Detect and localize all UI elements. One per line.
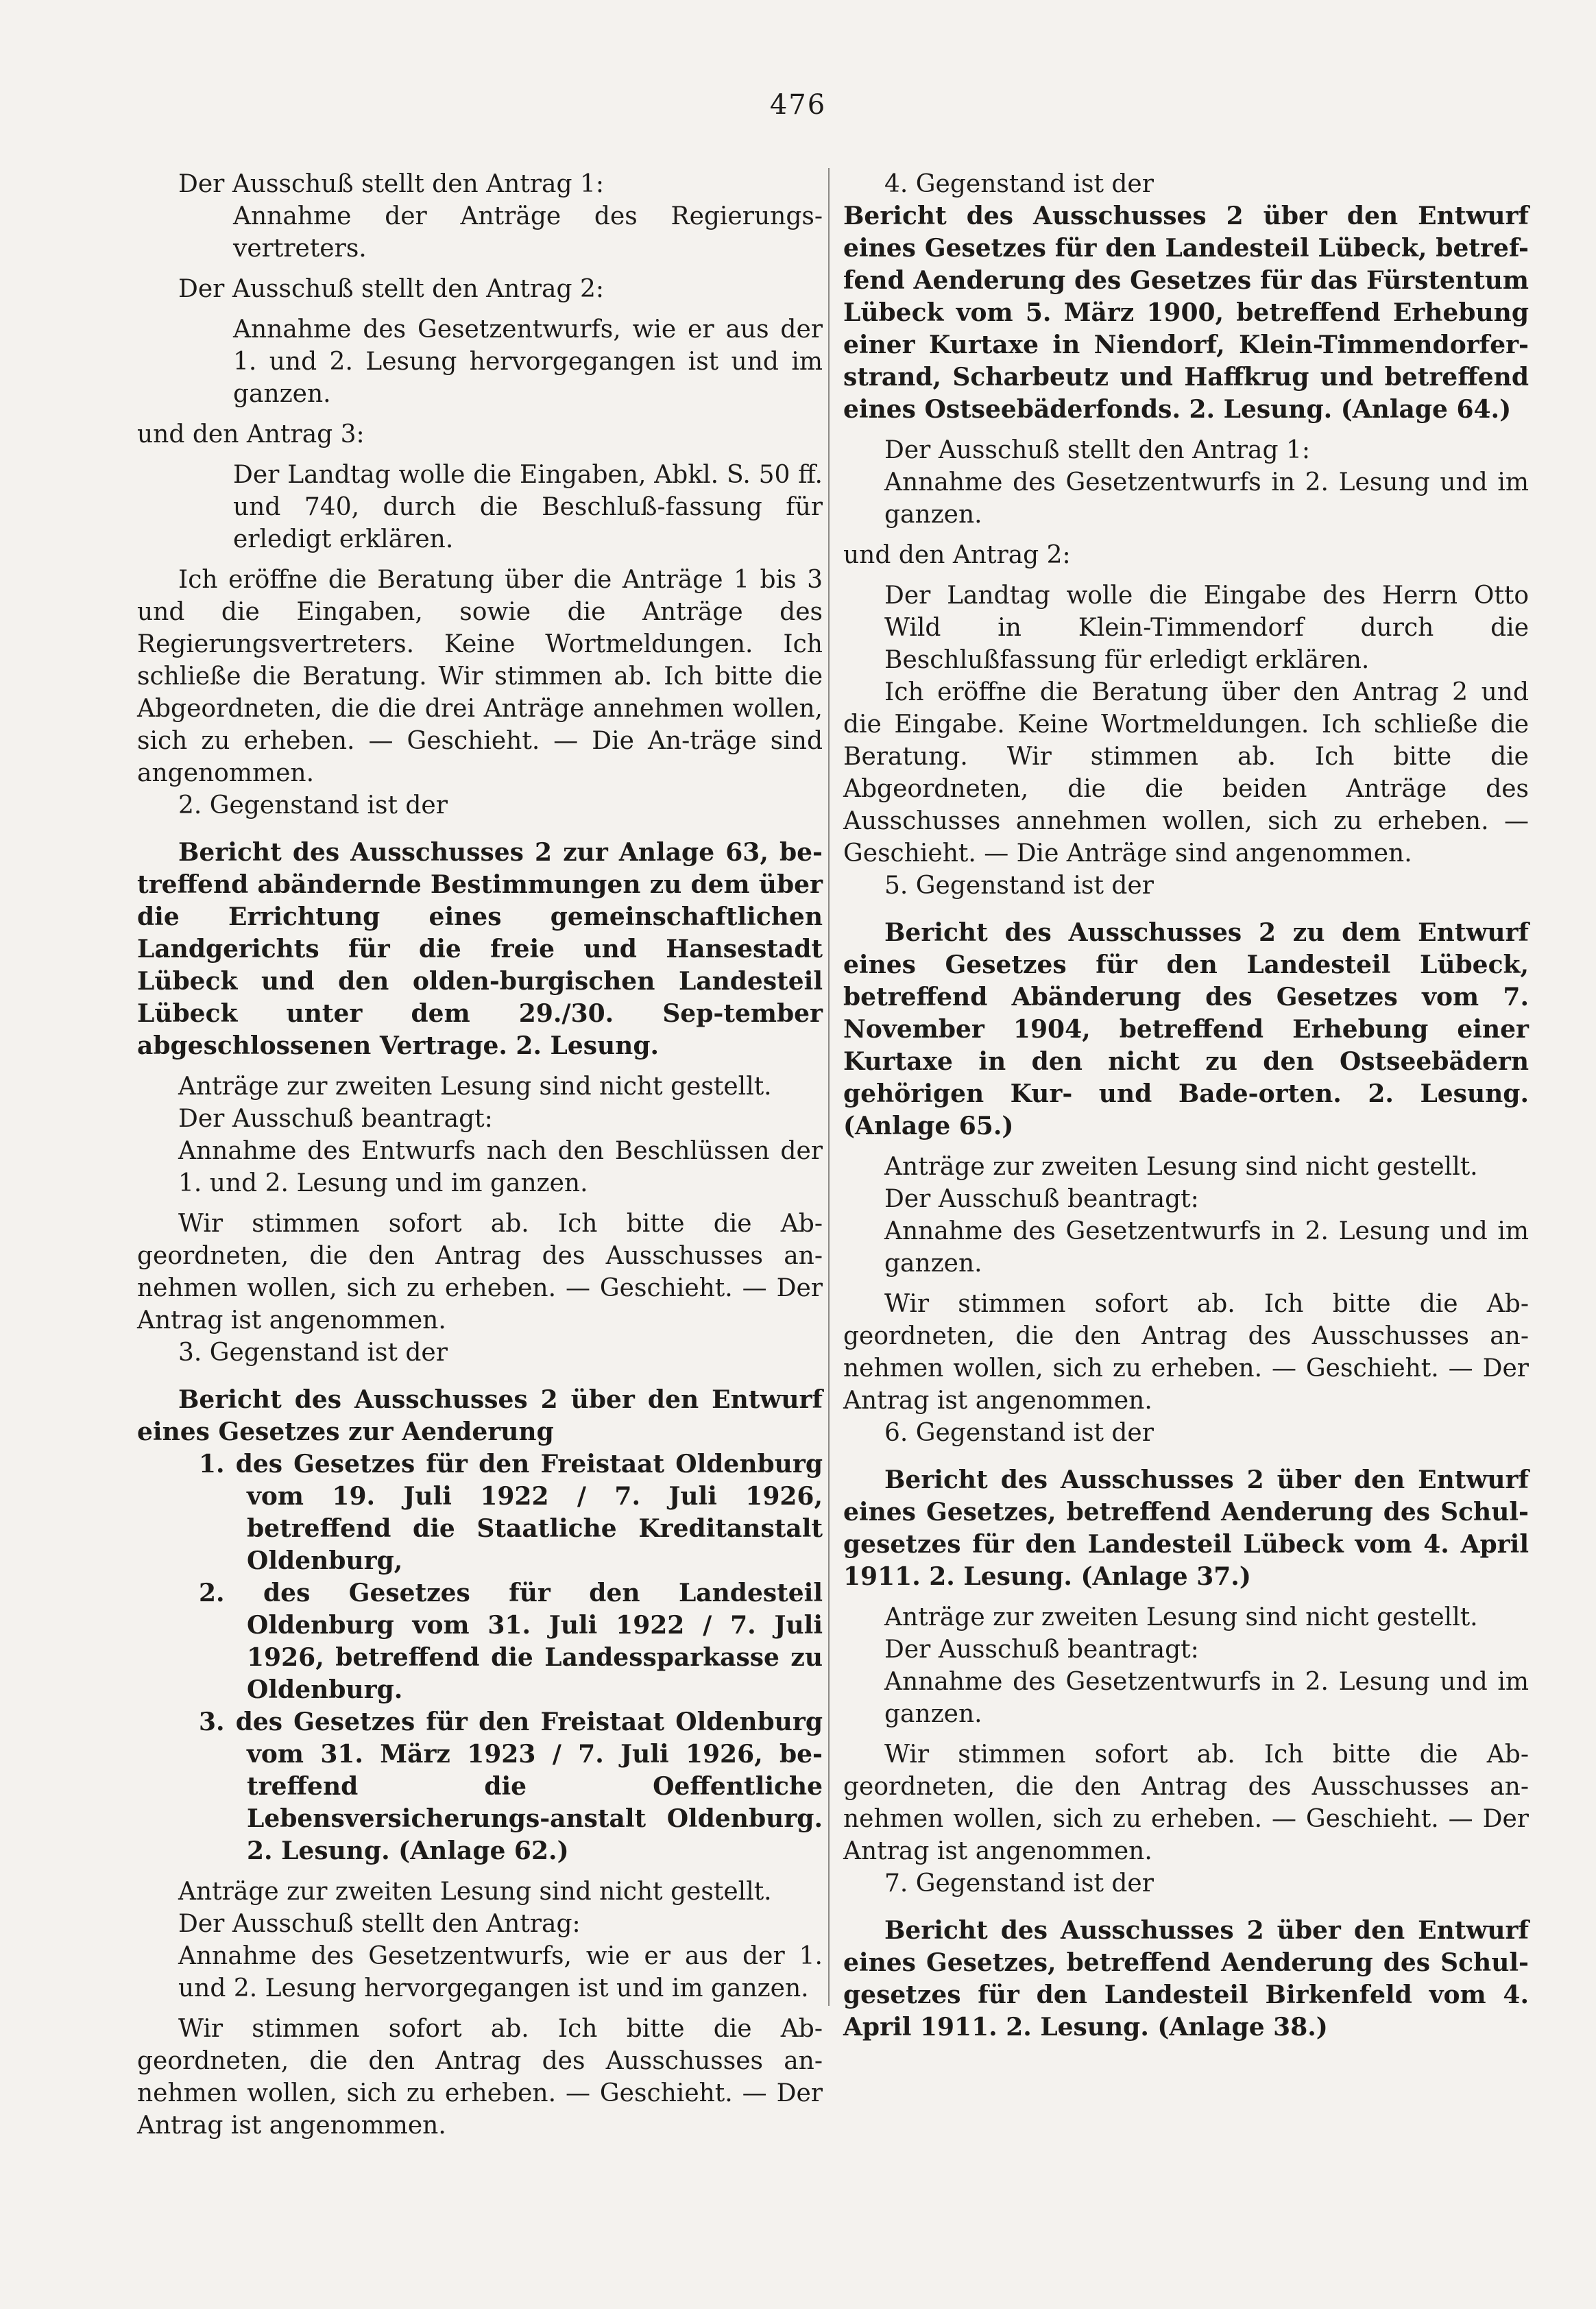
left-paragraph: Der Ausschuß stellt den Antrag 1: (178, 170, 604, 198)
left-paragraph: Anträge zur zweiten Lesung sind nicht gestellt. (178, 1878, 772, 1906)
right-paragraph: 4. Gegenstand ist der (884, 170, 1154, 198)
left-paragraph: 3. Gegenstand ist der (178, 1339, 448, 1367)
left-paragraph: Bericht des Ausschusses 2 zur Anlage 63, be-treffend abändernde Bestimmungen zu dem über die Errichtung eines gemeinschaftlichen Landgerichts für die freie und Hansestadt Lübeck und den olden-burgischen Landesteil Lübeck unter dem 29./30. Sep-tember abgeschlossenen Vertrage. 2. Lesung. (137, 838, 823, 1060)
left-paragraph: 2. Gegenstand ist der (178, 791, 448, 819)
right-paragraph: und den Antrag 2: (843, 541, 1071, 569)
left-column (137, 168, 823, 2142)
left-paragraph: Der Ausschuß stellt den Antrag: (178, 1910, 581, 1938)
right-paragraph: Anträge zur zweiten Lesung sind nicht gestellt. (884, 1603, 1478, 1631)
right-column (843, 168, 1529, 2044)
left-paragraph: 2. des Gesetzes für den Landesteil Oldenburg vom 31. Juli 1922 / 7. Juli 1926, betreffend die Landessparkasse zu Oldenburg. (199, 1579, 823, 1704)
right-paragraph: Der Landtag wolle die Eingabe des Herrn Otto Wild in Klein-Timmendorf durch die Beschlußfassung für erledigt erklären. (884, 582, 1529, 674)
right-paragraph: Der Ausschuß stellt den Antrag 1: (884, 436, 1310, 464)
right-paragraph: 6. Gegenstand ist der (884, 1419, 1154, 1447)
left-paragraph: und den Antrag 3: (137, 420, 365, 448)
left-paragraph: Der Landtag wolle die Eingaben, Abkl. S. 50 ff. und 740, durch die Beschluß-fassung für erledigt erklären. (233, 461, 823, 553)
left-paragraph: Wir stimmen sofort ab. Ich bitte die Ab-geordneten, die den Antrag des Ausschusses an-nehmen wollen, sich zu erheben. — Geschieht. — Der Antrag ist angenommen. (137, 1210, 823, 1335)
left-paragraph: Der Ausschuß beantragt: (178, 1105, 493, 1133)
left-paragraph: Bericht des Ausschusses 2 über den Entwurf eines Gesetzes zur Aenderung (137, 1385, 823, 1446)
right-paragraph: 5. Gegenstand ist der (884, 872, 1154, 900)
page-number: 476 (769, 89, 827, 121)
left-paragraph: Anträge zur zweiten Lesung sind nicht gestellt. (178, 1073, 772, 1101)
right-paragraph: Wir stimmen sofort ab. Ich bitte die Ab-geordneten, die den Antrag des Ausschusses an-nehmen wollen, sich zu erheben. — Geschieht. — Der Antrag ist angenommen. (843, 1290, 1529, 1415)
right-paragraph: Wir stimmen sofort ab. Ich bitte die Ab-geordneten, die den Antrag des Ausschusses an-nehmen wollen, sich zu erheben. — Geschieht. — Der Antrag ist angenommen. (843, 1740, 1529, 1865)
left-paragraph: 3. des Gesetzes für den Freistaat Oldenburg vom 31. März 1923 / 7. Juli 1926, be-treffend die Oeffentliche Lebensversicherungs-anstalt Oldenburg. 2. Lesung. (Anlage 62.) (199, 1708, 823, 1865)
right-paragraph: Bericht des Ausschusses 2 zu dem Entwurf eines Gesetzes für den Landesteil Lübeck, betreffend Abänderung des Gesetzes vom 7. November 1904, betreffend Erhebung einer Kurtaxe in den nicht zu den Ostseebädern gehörigen Kur- und Bade-orten. 2. Lesung. (Anlage 65.) (843, 918, 1529, 1140)
left-paragraph: Annahme des Gesetzentwurfs, wie er aus der 1. und 2. Lesung hervorgegangen ist und im ganzen. (233, 315, 823, 408)
right-paragraph: Bericht des Ausschusses 2 über den Entwurf eines Gesetzes, betreffend Aenderung des Schul-gesetzes für den Landesteil Birkenfeld vom 4. April 1911. 2. Lesung. (Anlage 38.) (843, 1916, 1529, 2042)
left-paragraph: Annahme der Anträge des Regierungs-vertreters. (233, 202, 823, 263)
column-divider (828, 168, 830, 2006)
left-paragraph: Der Ausschuß stellt den Antrag 2: (178, 275, 604, 303)
left-paragraph: Annahme des Gesetzentwurfs, wie er aus der 1. und 2. Lesung hervorgegangen ist und im ganzen. (178, 1942, 823, 2002)
right-paragraph: Annahme des Gesetzentwurfs in 2. Lesung und im ganzen. (884, 468, 1529, 529)
left-paragraph: 1. des Gesetzes für den Freistaat Oldenburg vom 19. Juli 1922 / 7. Juli 1926, betreffend die Staatliche Kreditanstalt Oldenburg, (199, 1450, 823, 1575)
right-paragraph: Annahme des Gesetzentwurfs in 2. Lesung und im ganzen. (884, 1668, 1529, 1728)
right-paragraph: Der Ausschuß beantragt: (884, 1185, 1199, 1213)
right-paragraph: Bericht des Ausschusses 2 über den Entwurf eines Gesetzes, betreffend Aenderung des Schul-gesetzes für den Landesteil Lübeck vom 4. April 1911. 2. Lesung. (Anlage 37.) (843, 1465, 1529, 1591)
right-paragraph: Ich eröffne die Beratung über den Antrag 2 und die Eingabe. Keine Wortmeldungen. Ich schließe die Beratung. Wir stimmen ab. Ich bitte die Abgeordneten, die die beiden Anträge des Ausschusses annehmen wollen, sich zu erheben. — Geschieht. — Die Anträge sind angenommen. (843, 678, 1529, 868)
left-paragraph: Wir stimmen sofort ab. Ich bitte die Ab-geordneten, die den Antrag des Ausschusses an-nehmen wollen, sich zu erheben. — Geschieht. — Der Antrag ist angenommen. (137, 2015, 823, 2140)
left-paragraph: Ich eröffne die Beratung über die Anträge 1 bis 3 und die Eingaben, sowie die Anträge des Regierungsvertreters. Keine Wortmeldungen. Ich schließe die Beratung. Wir stimmen ab. Ich bitte die Abgeordneten, die die drei Anträge annehmen wollen, sich zu erheben. — Geschieht. — Die An-träge sind angenommen. (137, 566, 823, 787)
right-paragraph: Bericht des Ausschusses 2 über den Entwurf eines Gesetzes für den Landesteil Lübeck, betref-fend Aenderung des Gesetzes für das Fürstentum Lübeck vom 5. März 1900, betreffend Erhebung einer Kurtaxe in Niendorf, Klein-Timmendorfer-strand, Scharbeutz und Haffkrug und betreffend eines Ostseebäderfonds. 2. Lesung. (Anlage 64.) (843, 202, 1529, 424)
right-paragraph: Der Ausschuß beantragt: (884, 1636, 1199, 1664)
right-paragraph: 7. Gegenstand ist der (884, 1869, 1154, 1898)
right-paragraph: Anträge zur zweiten Lesung sind nicht gestellt. (884, 1153, 1478, 1181)
right-paragraph: Annahme des Gesetzentwurfs in 2. Lesung und im ganzen. (884, 1217, 1529, 1278)
left-paragraph: Annahme des Entwurfs nach den Beschlüssen der 1. und 2. Lesung und im ganzen. (178, 1137, 823, 1197)
